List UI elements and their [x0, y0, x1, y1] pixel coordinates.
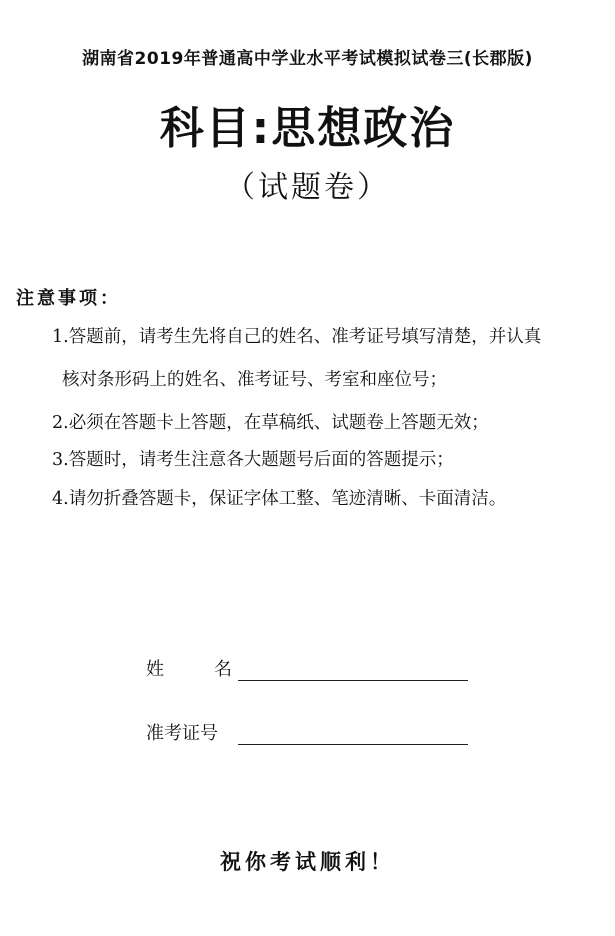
notice-item-1-line-1: 1.答题前，请考生先将自己的姓名、准考证号填写清楚，并认真	[52, 327, 542, 347]
good-luck-message: 祝你考试顺利！	[220, 849, 395, 874]
name-field-row	[146, 654, 468, 681]
notice-item-3: 3.答题时，请考生注意各大题题号后面的答题提示；	[52, 450, 454, 470]
subject-title: 科目:思想政治	[159, 103, 456, 154]
exam-id-field-row	[146, 718, 468, 745]
notice-item-2: 2.必须在答题卡上答题，在草稿纸、试题卷上答题无效；	[52, 413, 489, 433]
exam-id-label: 准考证号	[146, 723, 218, 744]
notice-heading: 注意事项：	[16, 288, 121, 309]
name-blank-line[interactable]	[238, 654, 468, 681]
name-label: 姓名	[146, 659, 282, 680]
notice-item-1-line-2: 核对条形码上的姓名、准考证号、考室和座位号；	[62, 370, 447, 390]
paper-type-label: （试题卷）	[225, 170, 390, 205]
exam-id-blank-line[interactable]	[238, 718, 468, 745]
exam-title: 湖南省2019年普通高中学业水平考试模拟试卷三(长郡版)	[82, 49, 533, 69]
notice-item-4: 4.请勿折叠答题卡，保证字体工整、笔迹清晰、卡面清洁。	[52, 489, 507, 509]
notice-item-1	[52, 316, 608, 402]
